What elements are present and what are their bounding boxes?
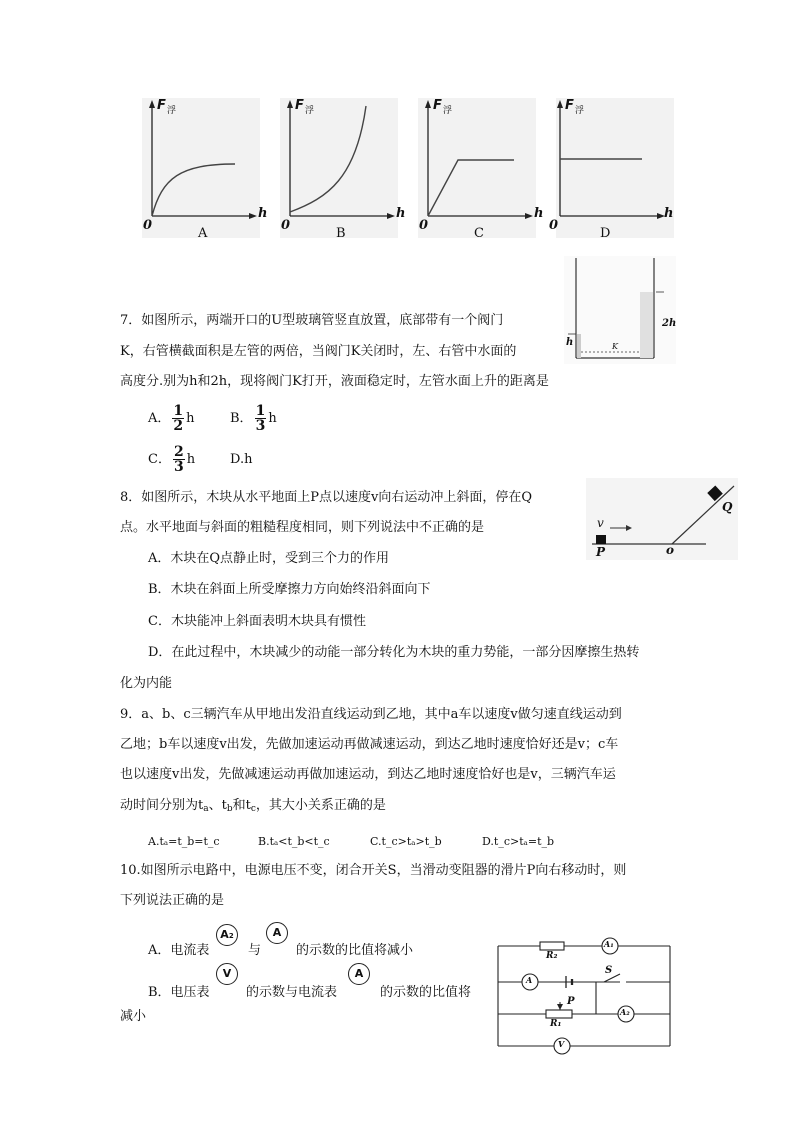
graph-d-y-sub: 浮 — [575, 106, 585, 116]
q10-option-b-mid: 的示数与电流表 — [246, 985, 338, 1000]
q9-line-4: 动时间分别为$t_a$、$t_b$和$t_c$，其大小关系正确的是 — [120, 798, 386, 814]
q7-option-d: D.h — [230, 452, 253, 467]
q10-fig-a1-label: A₁ — [604, 939, 614, 949]
graph-d-y-label: F — [565, 98, 574, 113]
graph-b-name: B — [336, 226, 346, 241]
graph-d-x-label: h — [664, 206, 674, 221]
graph-d-name: D — [600, 226, 611, 241]
q10-fig-a2-label: A₂ — [620, 1007, 630, 1017]
q8-option-a: A．木块在Q点静止时，受到三个力的作用 — [148, 551, 390, 566]
q10-ammeter-a-icon-2: A — [348, 963, 370, 985]
q8-fig-p-label: P — [596, 545, 606, 559]
graph-b-y-label: F — [295, 98, 304, 113]
q10-ammeter-a-icon: A — [266, 922, 288, 944]
q7-fig-2h-label: 2h — [662, 318, 677, 329]
graph-c-y-sub: 浮 — [443, 106, 453, 116]
q10-fig-p-label: P — [567, 996, 575, 1007]
q8-line-1: 8．如图所示，木块从水平地面上P点以速度v向右运动冲上斜面，停在Q — [120, 490, 533, 505]
q10-fig-v-label: V — [558, 1039, 565, 1049]
graph-a-y-label: F — [157, 98, 166, 113]
graph-a-x-label: h — [258, 206, 268, 221]
graph-c-y-label: F — [433, 98, 442, 113]
graph-a-y-sub: 浮 — [167, 106, 177, 116]
graph-b-y-sub: 浮 — [305, 106, 315, 116]
q7-option-a: A． $\frac{1}{2}$ h — [148, 403, 195, 434]
q10-voltmeter-icon: V — [216, 963, 238, 985]
q8-option-c: C．木块能冲上斜面表明木块具有惯性 — [148, 614, 366, 629]
q10-option-a-prefix: A．电流表 — [148, 943, 210, 958]
q7-line-1: 7．如图所示，两端开口的U型玻璃管竖直放置，底部带有一个阀门 — [120, 313, 504, 328]
q8-fig-o-label: o — [666, 543, 675, 557]
q8-figure — [586, 478, 738, 560]
q8-line-2: 点。水平地面与斜面的粗糙程度相同，则下列说法中不正确的是 — [120, 520, 485, 535]
q9-option-d: D.t_c>tₐ=t_b — [482, 835, 555, 848]
graph-b-x-label: h — [396, 206, 406, 221]
graph-a-name: A — [198, 226, 208, 241]
q7-option-c: C． $\frac{2}{3}$ h — [148, 444, 196, 475]
q8-option-d-line-2: 化为内能 — [120, 676, 173, 691]
q10-option-b-prefix: B．电压表 — [148, 985, 210, 1000]
graph-c-origin: 0 — [419, 218, 429, 233]
q10-fig-r2-label: R₂ — [546, 951, 558, 961]
q10-circuit-figure — [492, 934, 676, 1060]
q10-line-2: 下列说法正确的是 — [120, 893, 225, 908]
graph-b-origin: 0 — [281, 218, 291, 233]
q10-option-a-mid: 与 — [248, 943, 262, 958]
q9-line-3: 也以速度v出发，先做减速运动再做加速运动，到达乙地时速度恰好也是v，三辆汽车运 — [120, 767, 616, 782]
q10-fig-r1-label: R₁ — [550, 1019, 562, 1029]
graph-a-origin: 0 — [143, 218, 153, 233]
q8-option-b: B．木块在斜面上所受摩擦力方向始终沿斜面向下 — [148, 582, 431, 597]
q7-line-2: K，右管横截面积是左管的两倍，当阀门K关闭时，左、右管中水面的 — [120, 344, 517, 359]
graph-c — [416, 98, 536, 238]
graph-c-name: C — [474, 226, 484, 241]
graph-b — [278, 98, 398, 238]
graph-a — [140, 98, 260, 238]
q10-line-1: 10.如图所示电路中，电源电压不变，闭合开关S，当滑动变阻器的滑片P向右移动时，则 — [120, 863, 627, 878]
q9-line-1: 9．a、b、c三辆汽车从甲地出发沿直线运动到乙地，其中a车以速度v做匀速直线运动到 — [120, 707, 622, 722]
q8-option-d-line-1: D．在此过程中，木块减少的动能一部分转化为木块的重力势能，一部分因摩擦生热转 — [148, 645, 640, 660]
q7-figure — [564, 256, 676, 364]
q8-fig-v-label: v — [597, 516, 604, 530]
q7-fig-h-label: h — [566, 337, 574, 348]
q10-fig-a-label: A — [526, 975, 533, 985]
q7-line-3: 高度分.别为h和2h，现将阀门K打开，液面稳定时，左管水面上升的距离是 — [120, 374, 549, 389]
q10-option-b-continued: 减小 — [120, 1009, 147, 1024]
graph-d — [554, 98, 674, 238]
q9-option-c: C.t_c>tₐ>t_b — [370, 835, 442, 848]
q8-fig-q-label: Q — [722, 500, 733, 514]
q9-option-b: B.tₐ<t_b<t_c — [258, 835, 330, 848]
q9-line-2: 乙地；b车以速度v出发，先做加速运动再做减速运动，到达乙地时速度恰好还是v；c车 — [120, 737, 619, 752]
q7-fig-k-label: K — [612, 342, 618, 351]
q10-option-a-suffix: 的示数的比值将减小 — [296, 943, 414, 958]
q9-option-a: A.tₐ=t_b=t_c — [148, 835, 220, 848]
q10-ammeter-a2-icon: A2 — [216, 924, 238, 946]
q7-option-b: B． $\frac{1}{3}$ h — [230, 403, 277, 434]
graph-c-x-label: h — [534, 206, 544, 221]
q10-option-b-suffix: 的示数的比值将 — [380, 985, 472, 1000]
graph-d-origin: 0 — [549, 218, 559, 233]
q10-fig-s-label: S — [605, 965, 613, 976]
